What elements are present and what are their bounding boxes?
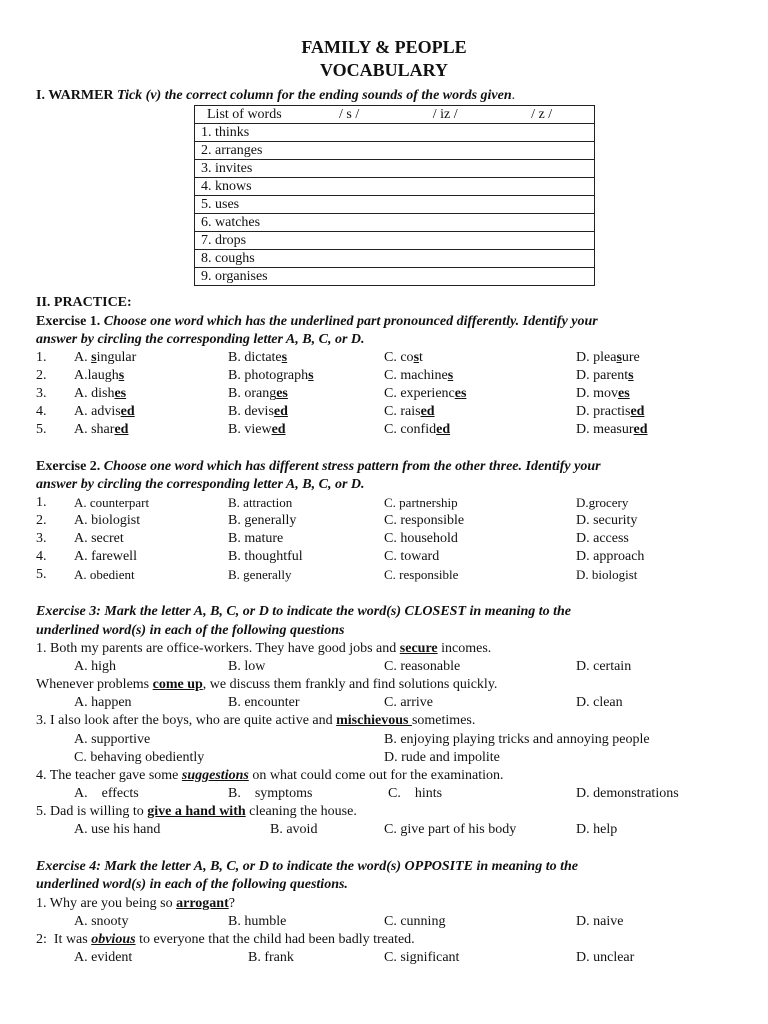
underlined-part: ed	[630, 404, 645, 419]
option-a[interactable]: A. effects	[74, 786, 139, 801]
option-b[interactable]: B. humble	[228, 914, 287, 929]
underlined-word: suggestions	[181, 768, 249, 783]
option-d[interactable]: D. rude and impolite	[384, 750, 500, 765]
ex2-instruction-line2: answer by circling the corresponding letter A, B, C, or D.	[36, 477, 365, 492]
header-s: / s /	[339, 107, 360, 122]
ex2-label: Exercise 2.	[36, 459, 104, 474]
option-text: C. confid	[384, 422, 437, 437]
question-number: 3.	[36, 386, 47, 401]
option-c[interactable]: C. responsible	[384, 567, 459, 582]
option-text: B. view	[228, 422, 272, 437]
table-row	[195, 268, 595, 286]
question-text: 1. Both my parents are office-workers. They have good jobs and	[36, 641, 400, 656]
question-number: 4.	[36, 404, 47, 419]
ex3-q2-options	[36, 694, 736, 712]
ex1-question-row	[36, 367, 736, 385]
option-a[interactable]: A. biologist	[74, 513, 141, 528]
header-iz: / iz /	[432, 107, 458, 122]
question-number: 1.	[36, 350, 47, 365]
ex3-q3-options-row1	[36, 731, 736, 749]
option-d[interactable]: D.grocery	[576, 495, 629, 510]
table-word: 7. drops	[195, 232, 298, 250]
table-word: 3. invites	[195, 160, 298, 178]
option-d[interactable]: D. demonstrations	[576, 786, 679, 801]
question-number: 1.	[36, 495, 47, 510]
ex1-question-row	[36, 421, 736, 439]
warmer-heading	[36, 87, 515, 105]
option-text: D. parent	[576, 368, 629, 383]
underlined-part: ed	[120, 404, 135, 419]
table-header-row	[195, 106, 595, 124]
underlined-part: ed	[273, 404, 288, 419]
option-text: A. shar	[74, 422, 115, 437]
option-b[interactable]: B. symptoms	[228, 786, 313, 801]
ex4-question-2	[36, 931, 415, 949]
question-text: Whenever problems	[36, 677, 153, 692]
option-c[interactable]: C. significant	[384, 950, 460, 965]
page-title: FAMILY & PEOPLE	[301, 37, 467, 57]
underlined-word: arrogant	[176, 896, 229, 911]
underlined-part: es	[276, 386, 288, 401]
answer-cell[interactable]	[297, 124, 595, 142]
underlined-part: ed	[114, 422, 129, 437]
answer-cell[interactable]	[297, 250, 595, 268]
option-b[interactable]: B. mature	[228, 531, 284, 546]
option-c[interactable]: C. behaving obediently	[74, 750, 205, 765]
practice-heading: II. PRACTICE:	[36, 295, 132, 310]
question-text: on what could come out for the examination.	[248, 768, 504, 783]
underlined-word: mischievous	[336, 713, 412, 728]
option-d[interactable]	[576, 349, 640, 367]
ex1-question-row	[36, 349, 736, 367]
option-a[interactable]: A. supportive	[74, 732, 151, 747]
option-a[interactable]	[74, 349, 136, 367]
underlined-part: s	[91, 350, 97, 365]
ex3-instruction-line1: Exercise 3: Mark the letter A, B, C, or D to indicate the word(s) CLOSEST in meaning to the	[36, 604, 572, 619]
option-text: A.laugh	[74, 368, 119, 383]
option-b[interactable]	[228, 421, 286, 439]
option-text: D. mov	[576, 386, 618, 401]
table-row	[195, 178, 595, 196]
option-c[interactable]: C. reasonable	[384, 659, 461, 674]
option-d[interactable]: D. help	[576, 822, 618, 837]
ex4-question-1	[36, 895, 235, 913]
underlined-part: s	[413, 350, 420, 365]
option-c[interactable]	[384, 403, 435, 421]
option-b[interactable]	[228, 385, 288, 403]
underlined-part: es	[114, 386, 127, 401]
ex2-question-row	[36, 548, 736, 566]
option-a[interactable]: A. evident	[74, 950, 133, 965]
option-d[interactable]: D. biologist	[576, 567, 638, 582]
page-subtitle: VOCABULARY	[319, 60, 448, 80]
option-d[interactable]: D. certain	[576, 659, 632, 674]
option-d[interactable]	[576, 421, 648, 439]
ex1-question-row	[36, 385, 736, 403]
ex3-question-3	[36, 712, 475, 730]
answer-cell[interactable]	[297, 232, 595, 250]
underlined-part: ed	[436, 422, 451, 437]
option-text: A. advis	[74, 404, 121, 419]
underlined-part: es	[618, 386, 630, 401]
option-a[interactable]: A. obedient	[74, 567, 135, 582]
option-d[interactable]: D. clean	[576, 695, 623, 710]
table-row	[195, 214, 595, 232]
underlined-part: ed	[271, 422, 286, 437]
option-c[interactable]: C. household	[384, 531, 458, 546]
ex4-q1-options	[36, 913, 736, 931]
question-text: cleaning the house.	[245, 804, 357, 819]
option-d[interactable]: D. approach	[576, 549, 645, 564]
warmer-instruction: Tick (v) the correct column for the ending sounds of the words given	[117, 88, 512, 103]
option-text: C. rais	[384, 404, 421, 419]
ex1-instruction: Choose one word which has the underlined part pronounced differently. Identify your	[103, 314, 598, 329]
question-number: 2.	[36, 513, 47, 528]
option-text: D. plea	[576, 350, 617, 365]
option-d[interactable]	[576, 385, 630, 403]
ex3-q4-options	[36, 785, 736, 803]
answer-cell[interactable]	[297, 214, 595, 232]
question-text: 5. Dad is willing to	[36, 804, 148, 819]
table-word: 4. knows	[195, 178, 298, 196]
option-c[interactable]: C. responsible	[384, 513, 465, 528]
underlined-part: ed	[633, 422, 648, 437]
option-b[interactable]	[228, 367, 314, 385]
question-number: 2.	[36, 368, 47, 383]
table-word: 6. watches	[195, 214, 298, 232]
question-number: 5.	[36, 422, 47, 437]
underlined-part: ed	[420, 404, 435, 419]
answer-cell[interactable]	[297, 196, 595, 214]
option-c[interactable]	[384, 367, 453, 385]
question-text: 4. The teacher gave some	[36, 768, 182, 783]
warmer-period: .	[511, 88, 516, 103]
option-c[interactable]	[384, 385, 466, 403]
ex1-label: Exercise 1.	[36, 314, 104, 329]
option-b[interactable]: B. generally	[228, 513, 297, 528]
ex2-instruction-line1	[36, 458, 601, 476]
ending-sounds-table	[194, 105, 595, 286]
option-text: C. machine	[384, 368, 448, 383]
ex4-instruction-line2: underlined word(s) in each of the following questions.	[36, 877, 348, 892]
option-a[interactable]: A. secret	[74, 531, 124, 546]
option-text: t	[419, 350, 423, 365]
table-row	[195, 124, 595, 142]
underlined-word: obvious	[91, 932, 136, 947]
option-b[interactable]: B. generally	[228, 567, 292, 582]
option-a[interactable]	[74, 385, 126, 403]
question-number: 3.	[36, 531, 47, 546]
ex3-question-5	[36, 803, 357, 821]
table-word: 9. organises	[195, 268, 298, 286]
option-d[interactable]: D. security	[576, 513, 638, 528]
table-word: 5. uses	[195, 196, 298, 214]
ex2-question-row	[36, 512, 736, 530]
table-word: 2. arranges	[195, 142, 298, 160]
table-row	[195, 142, 595, 160]
question-text: 2: It was	[36, 932, 92, 947]
table-word: 8. coughs	[195, 250, 298, 268]
option-b[interactable]: B. encounter	[228, 695, 300, 710]
option-b[interactable]	[228, 403, 288, 421]
ex1-instruction-line1	[36, 313, 598, 331]
option-c[interactable]: C. give part of his body	[384, 822, 517, 837]
option-a[interactable]: A. happen	[74, 695, 132, 710]
option-d[interactable]: D. unclear	[576, 950, 635, 965]
option-text: B. dictate	[228, 350, 282, 365]
answer-cell[interactable]	[297, 178, 595, 196]
question-text: 1. Why are you being so	[36, 896, 177, 911]
ex3-q5-options	[36, 821, 736, 839]
option-text: A. dish	[74, 386, 115, 401]
table-row	[195, 232, 595, 250]
option-text: D. practis	[576, 404, 631, 419]
option-b[interactable]: B. attraction	[228, 495, 293, 510]
underlined-part: s	[308, 368, 314, 383]
question-text: incomes.	[437, 641, 492, 656]
option-text: A.	[74, 350, 92, 365]
ex3-question-2	[36, 676, 497, 694]
option-a[interactable]	[74, 403, 135, 421]
ex3-instruction-line2: underlined word(s) in each of the following questions	[36, 623, 345, 638]
table-row	[195, 160, 595, 178]
question-text: ?	[228, 896, 235, 911]
option-a[interactable]: A. high	[74, 659, 116, 674]
option-c[interactable]: C. cunning	[384, 914, 446, 929]
question-number: 5.	[36, 567, 47, 582]
header-z: / z /	[531, 107, 553, 122]
option-text: C. experienc	[384, 386, 455, 401]
ex2-question-row	[36, 530, 736, 548]
question-text: sometimes.	[411, 713, 476, 728]
ex3-q3-options-row2	[36, 749, 736, 767]
option-b[interactable]: B. avoid	[270, 822, 318, 837]
option-c[interactable]: C. toward	[384, 549, 440, 564]
ex3-question-1	[36, 640, 491, 658]
option-text: B. orang	[228, 386, 277, 401]
underlined-word: come up	[152, 677, 203, 692]
option-c[interactable]: C. partnership	[384, 495, 458, 510]
option-a[interactable]: A. use his hand	[74, 822, 161, 837]
option-c[interactable]: C. arrive	[384, 695, 433, 710]
option-b[interactable]: B. frank	[248, 950, 294, 965]
underlined-part: s	[281, 350, 288, 365]
underlined-word: give a hand with	[147, 804, 246, 819]
question-number: 4.	[36, 549, 47, 564]
underlined-part: s	[628, 368, 634, 383]
option-b[interactable]	[228, 349, 287, 367]
table-row	[195, 196, 595, 214]
ex3-question-4	[36, 767, 503, 785]
option-d[interactable]: D. naive	[576, 914, 624, 929]
answer-cell[interactable]	[297, 268, 595, 286]
option-c[interactable]	[384, 421, 450, 439]
table-header-words: List of words	[195, 106, 298, 124]
option-text: B. devis	[228, 404, 274, 419]
ex1-instruction-line2: answer by circling the corresponding letter A, B, C, or D.	[36, 332, 365, 347]
option-text: C. co	[384, 350, 414, 365]
table-row	[195, 250, 595, 268]
table-word: 1. thinks	[195, 124, 298, 142]
option-a[interactable]: A. counterpart	[74, 495, 150, 510]
option-b[interactable]: B. enjoying playing tricks and annoying people	[384, 732, 650, 747]
ex2-instruction: Choose one word which has different stress pattern from the other three. Identify your	[103, 459, 601, 474]
option-c[interactable]: C. hints	[388, 786, 443, 801]
ex3-q1-options	[36, 658, 736, 676]
option-a[interactable]: A. farewell	[74, 549, 137, 564]
underlined-word: secure	[399, 641, 438, 656]
underlined-part: s	[447, 368, 454, 383]
answer-cell[interactable]	[297, 160, 595, 178]
option-a[interactable]: A. snooty	[74, 914, 129, 929]
option-a[interactable]	[74, 367, 124, 385]
answer-cell[interactable]	[297, 142, 595, 160]
underlined-part: es	[454, 386, 467, 401]
option-d[interactable]	[576, 403, 644, 421]
question-text: 3. I also look after the boys, who are quite active and	[36, 713, 337, 728]
ex4-instruction-line1: Exercise 4: Mark the letter A, B, C, or D to indicate the word(s) OPPOSITE in meaning to the	[36, 859, 579, 874]
option-text: ingular	[96, 350, 137, 365]
option-c[interactable]	[384, 349, 423, 367]
option-text: ure	[621, 350, 640, 365]
underlined-part: s	[118, 368, 125, 383]
question-text: to everyone that the child had been badly treated.	[135, 932, 415, 947]
option-d[interactable]	[576, 367, 634, 385]
ex2-question-row	[36, 494, 736, 512]
option-b[interactable]: B. thoughtful	[228, 549, 303, 564]
option-text: D. measur	[576, 422, 634, 437]
ex4-q2-options	[36, 949, 736, 967]
table-header-sounds	[297, 106, 595, 124]
option-a[interactable]	[74, 421, 128, 439]
question-text: , we discuss them frankly and find solutions quickly.	[202, 677, 498, 692]
ex1-question-row	[36, 403, 736, 421]
warmer-label: I. WARMER	[36, 88, 118, 103]
ex2-question-row	[36, 566, 736, 584]
underlined-part: s	[616, 350, 622, 365]
option-b[interactable]: B. low	[228, 659, 266, 674]
option-d[interactable]: D. access	[576, 531, 629, 546]
option-text: B. photograph	[228, 368, 309, 383]
